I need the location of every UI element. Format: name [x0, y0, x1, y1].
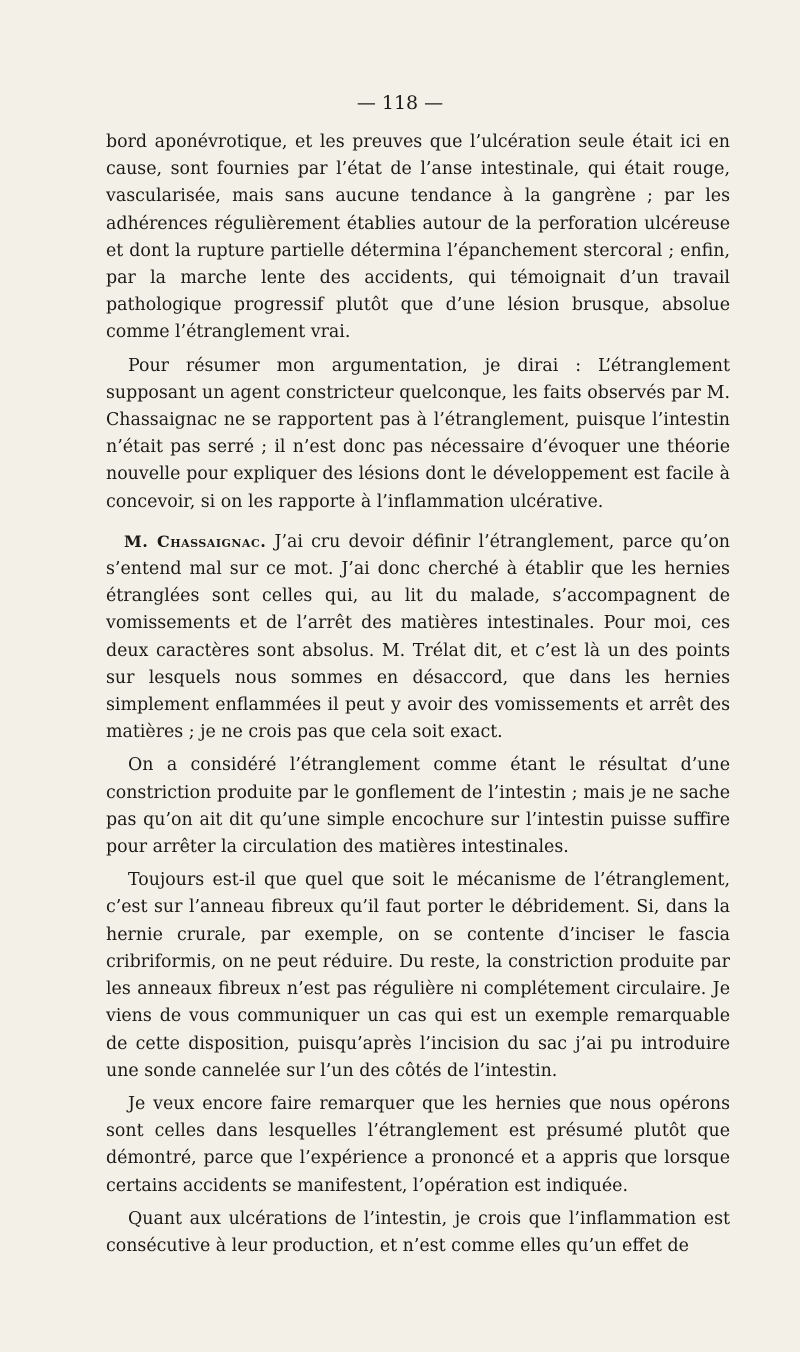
paragraph-3	[106, 528, 730, 747]
paragraph-7: Quant aux ulcérations de l’intestin, je crois que l’inflammation est consécutive à leur production, et n’est comme elles qu’un effet de	[106, 1208, 730, 1256]
body-text	[106, 129, 730, 1260]
paragraph-5: Toujours est-il que quel que soit le mécanisme de l’étranglement, c’est sur l’anneau fibreux qu’il faut porter le débridement. Si, dans la hernie crurale, par exemple, on se contente d’inciser le fascia cribriformis, on ne peut réduire. Du reste, la constriction produite par les anneaux fibreux n’est pas régulière ni complétement circulaire. Je viens de vous communiquer un cas qui est un exemple remarquable de cette disposition, puisqu’après l’incision du sac j’ai pu introduire une sonde cannelée sur l’un des côtés de l’intestin.	[106, 870, 730, 1081]
paragraph-1: bord aponévrotique, et les preuves que l’ulcération seule était ici en cause, sont fournies par l’état de l’anse intestinale, qui était rouge, vascularisée, mais sans aucune tendance à la gangrène ; par les adhérences régulièrement établies autour de la perforation ulcéreuse et dont la rupture partielle détermina l’épanchement stercoral ; enfin, par la marche lente des accidents, qui témoignait d’un travail pathologique progressif plutôt que d’une lésion brusque, absolue comme l’étranglement vrai.	[106, 132, 730, 343]
paragraph-2: Pour résumer mon argumentation, je dirai : L’étranglement supposant un agent constricteur quelconque, les faits observés par M. Chassaignac ne se rapportent pas à l’étranglement, puisque l’intestin n’était pas serré ; il n’est donc pas nécessaire d’évoquer une théorie nouvelle pour expliquer des lésions dont le développement est facile à concevoir, si on les rapporte à l’inflammation ulcérative.	[106, 355, 730, 512]
paragraph-6: Je veux encore faire remarquer que les hernies que nous opérons sont celles dans lesquelles l’étranglement est présumé plutôt que démontré, parce que l’expérience a prononcé et a appris que lorsque certains accidents se manifestent, l’opération est indiquée.	[106, 1093, 730, 1196]
page-number: — 118 —	[356, 92, 444, 114]
speaker-name: M. Chassaignac.	[124, 531, 267, 551]
paragraph-4: On a considéré l’étranglement comme étant le résultat d’une constriction produite par le gonflement de l’intestin ; mais je ne sache pas qu’on ait dit qu’une simple encochure sur l’intestin puisse suffire pour arrêter la circulation des matières intestinales.	[106, 755, 730, 858]
speaker-text: J’ai cru devoir définir l’étranglement, parce qu’on s’entend mal sur ce mot. J’ai donc cherché à établir que les hernies étranglées sont celles qui, au lit du malade, s’accompagnent de vomissements et de l’arrêt des matières intestinales. Pour moi, ces deux caractères sont absolus. M. Trélat dit, et c’est là un des points sur lesquels nous sommes en désaccord, que dans les hernies simplement enflammées il peut y avoir des vomissements et arrêt des matières ; je ne crois pas que cela soit exact.	[106, 531, 730, 743]
